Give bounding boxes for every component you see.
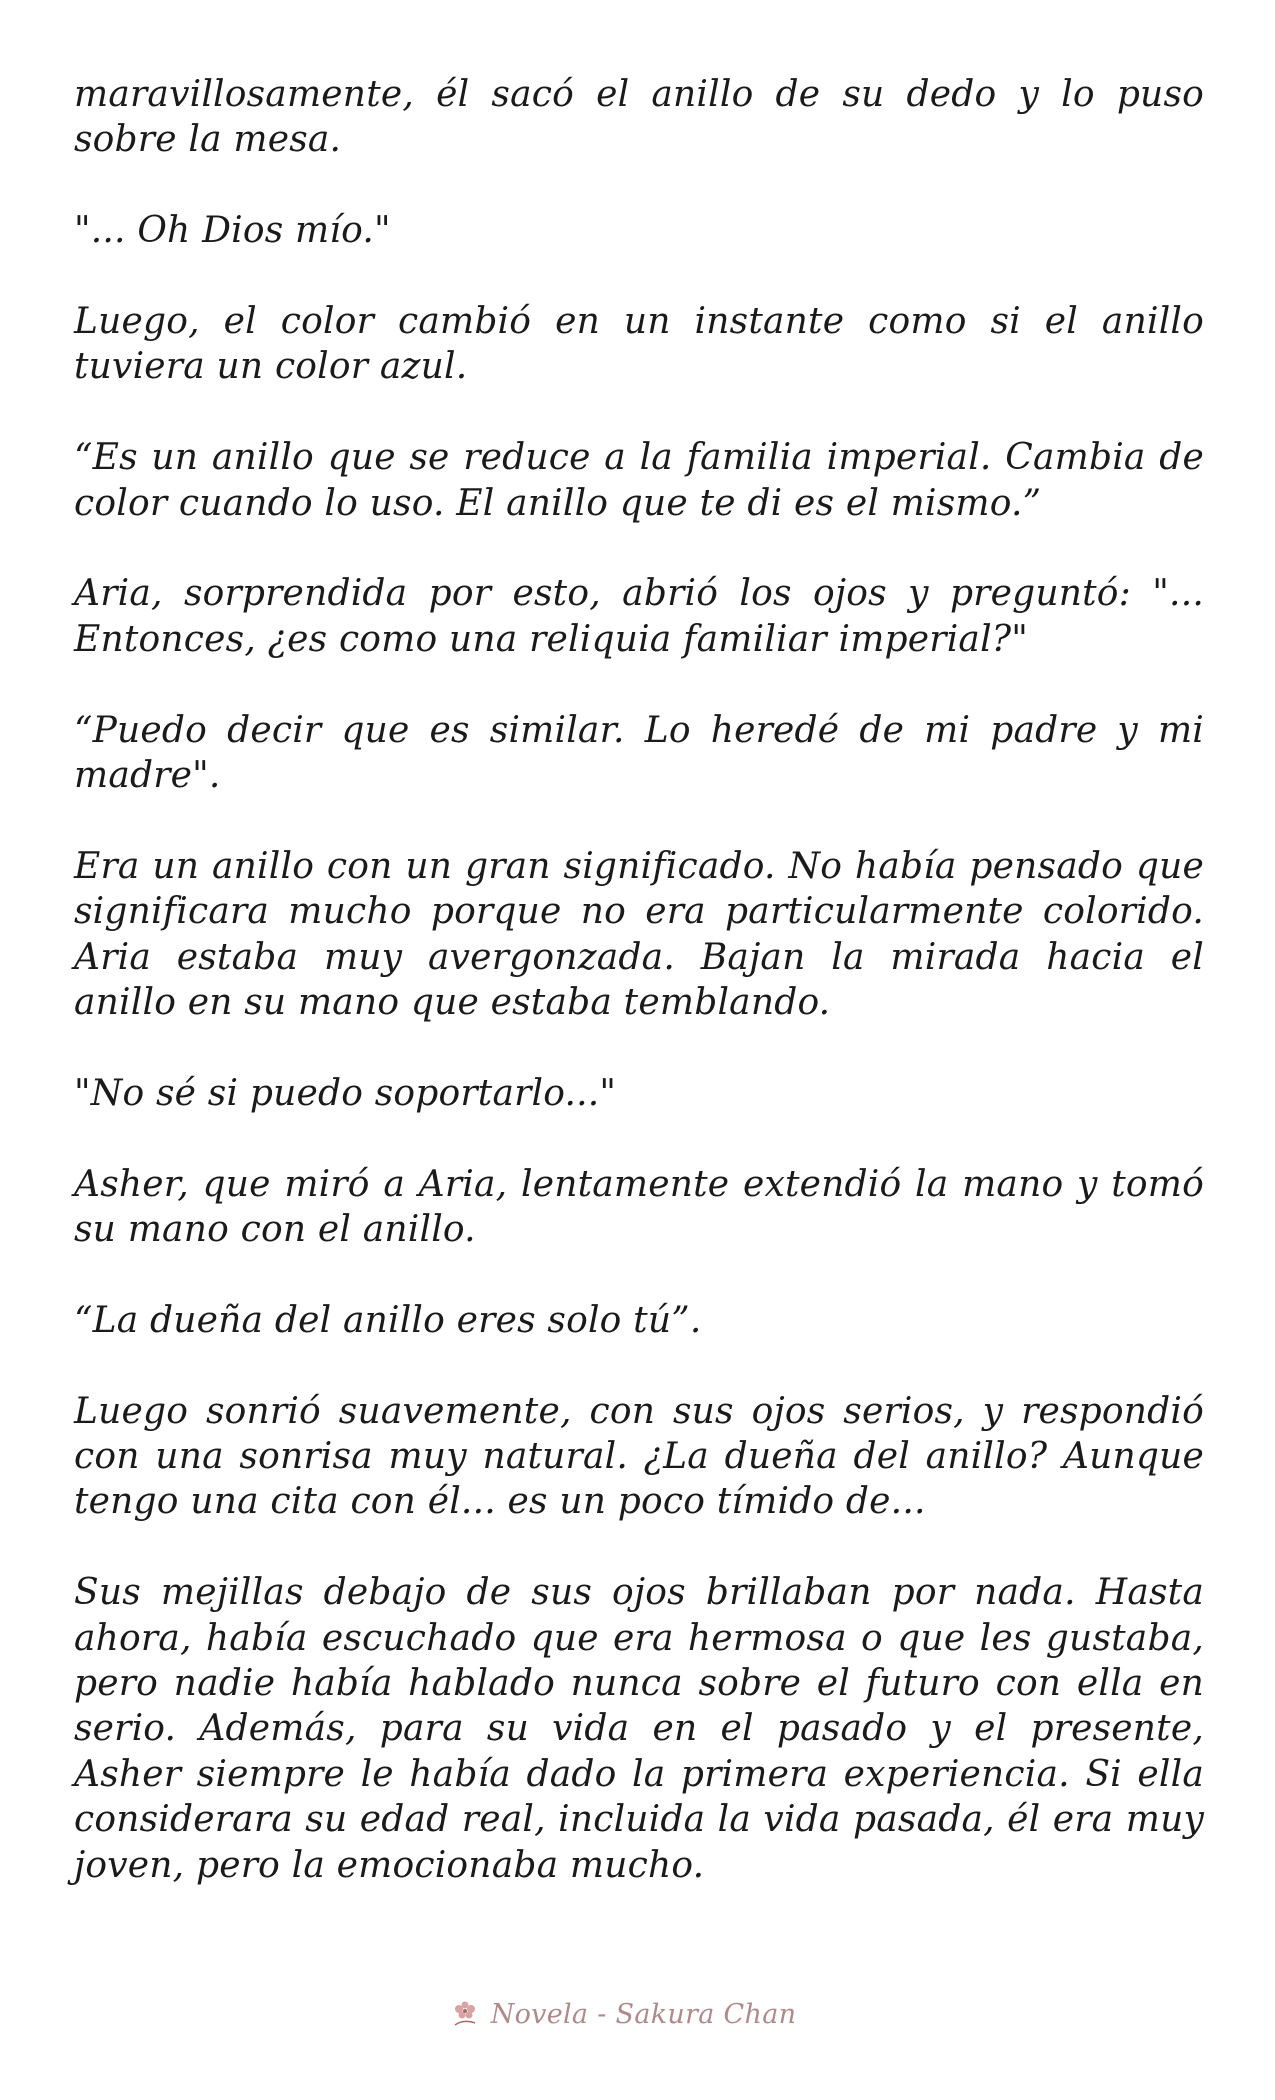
paragraph: “Es un anillo que se reduce a la familia imperial. Cambia de color cuando lo uso. El anillo que te di es el mismo.” [74,437,1204,524]
paragraph: Sus mejillas debajo de sus ojos brillaban por nada. Hasta ahora, había escuchado que era hermosa o que les gustaba, pero nadie había hablado nunca sobre el futuro con ella en serio. Además, para su vida en el pasado y el presente, Asher siempre le había dado la primera experiencia. Si ella considerara su edad real, incluida la vida pasada, él era muy joven, pero la emocionaba mucho. [74,1572,1204,1886]
paragraph: "No sé si puedo soportarlo..." [74,1072,617,1114]
watermark-text: Novela - Sakura Chan [490,1998,797,2030]
paragraph: "... Oh Dios mío." [74,210,391,252]
paragraph: Era un anillo con un gran significado. No había pensado que significara mucho porque no era particularmente colorido. Aria estaba muy avergonzada. Bajan la mirada hacia el anillo en su mano que estaba temblando. [74,845,1204,1024]
watermark-footer [0,1990,1275,2038]
sakura-blossom-icon [449,1997,483,2031]
paragraph: maravillosamente, él sacó el anillo de su dedo y lo puso sobre la mesa. [74,74,1204,161]
paragraph: “La dueña del anillo eres solo tú”. [74,1299,702,1341]
paragraph: Aria, sorprendida por esto, abrió los ojos y preguntó: "... Entonces, ¿es como una reliquia familiar imperial?" [74,573,1204,660]
watermark [449,1997,797,2031]
paragraph: Luego, el color cambió en un instante como si el anillo tuviera un color azul. [74,301,1204,388]
paragraph: Luego sonrió suavemente, con sus ojos serios, y respondió con una sonrisa muy natural. ¿La dueña del anillo? Aunque tengo una cita con él... es un poco tímido de... [74,1390,1204,1523]
paragraph: Asher, que miró a Aria, lentamente extendió la mano y tomó su mano con el anillo. [74,1163,1204,1251]
paragraph: “Puedo decir que es similar. Lo heredé de mi padre y mi madre". [74,709,1204,797]
story-text [74,72,1204,1933]
